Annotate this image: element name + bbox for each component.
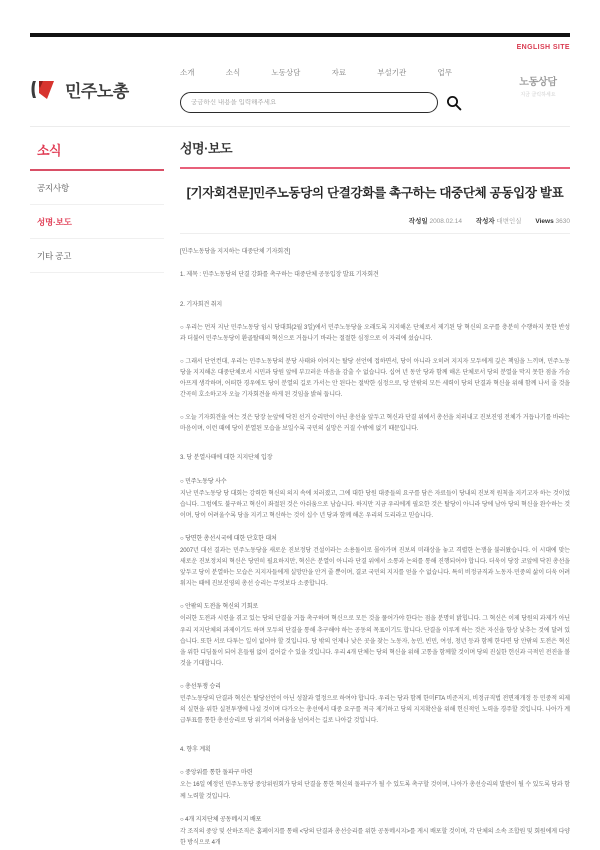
nav-item-tasks[interactable]: 업무 [437,68,452,77]
logo[interactable] [30,77,180,102]
quick-link-title: 노동상담 [519,77,557,88]
body-paragraph: 지난 민주노동당 당 대회는 강력한 혁신의 의지 속에 치러졌고, 그에 대한 당원 대중들의 요구를 담은 자료들이 당내의 진보적 원칙을 지키고자 하는 것이었습니다. 그럼에도 불구하고 혁신이 좌절된 것은 아쉬움으로 남습니다. 하지만 지금 우리에게 필요한 것은 탈당이 아니라 당에 남아 당의 혁신을 완수하는 것이며, 당이 어려울수록 당을 지키고 혁신하는 것이 십수 년 당과 함께 해온 우리의 도리라고 믿습니다. [180,490,570,519]
article-body [180,247,570,849]
meta-views-label: Views [535,218,554,226]
meta-author [476,218,524,225]
main-panel [180,127,570,850]
body-subheading: ○ 4개 지지단체 공동메시지 배포 [180,816,262,823]
body-paragraph: 2007년 대선 결과는 민주노동당을 새로운 진보정당 건설이라는 소용돌이로 몰아가며 진보의 미래상을 놓고 격렬한 논쟁을 불러왔습니다. 이 시대에 맞는 새로운 진보정치의 혁신은 당연히 필요하지만, 혁신은 분열이 아니라 단결 위에서 소통과 논의를 통해 진행되어야 합니다. 더욱이 당장 코앞에 닥친 총선을 앞두고 당이 분열하는 모습은 지지자들에게 실망만을 안겨 줄 뿐이며, 결코 국민의 지지를 얻을 수 없습니다. 특히 비정규직과 노동자·민중의 삶이 더욱 어려워지는 때에 진보진영의 총선 승리는 무엇보다 소중합니다. [180,547,570,588]
body-paragraph: 각 조직의 중앙 및 산하조직은 홈페이지를 통해 <당의 단결과 총선승리를 위한 공동메시지>를 게시 배포할 것이며, 각 단체의 소속 조합원 및 회원에게 다양한 방식으로 4개 [180,828,570,846]
body-subheading: ○ 안팎의 도전을 혁신의 기회로 [180,604,259,611]
body-paragraph: 민주노동당의 단결과 혁신은 탈당선언이 아닌 성찰과 열정으로 하여야 합니다. 우리는 당과 함께 한미FTA 비준저지, 비정규직법 전면재개정 등 민중적 의제의 실현을 위한 실천투쟁에 나설 것이며 다가오는 총선에서 대중 요구를 적극 제기하고 당의 지지확산을 위해 헌신적인 노력을 경주할 것입니다. 나아가 계급투표를 통한 총선승리로 당 위기의 어려움을 넘어서는 길로 나아갈 것입니다. [180,696,570,725]
section-rule [180,167,570,169]
sidebar-item-notice[interactable]: 공지사항 [30,171,164,205]
search-bar [180,92,506,113]
english-site-link[interactable]: ENGLISH SITE [516,44,570,51]
sidebar-title: 소식 [37,143,62,158]
nav-item-news[interactable]: 소식 [225,68,241,77]
sidebar-item-etc[interactable]: 기타 공고 [30,239,164,273]
body-paragraph: ○ 오늘 기자회견을 여는 것은 당장 눈앞에 닥친 선거 승리만이 아닌 총선을 앞두고 혁신과 단결 위에서 총선을 치러내고 진보진영 전체가 거듭나기를 바라는 마음이며, 이런 때에 당이 분열된 모습을 보일수록 국민의 실망은 커질 수밖에 없기 때문입니다. [180,415,570,433]
article-meta [180,216,570,225]
top-spacer [30,0,570,33]
meta-date-label: 작성일 [408,218,428,226]
body-paragraph: 이러한 도전과 시련을 겪고 있는 당의 단결을 거듭 촉구하며 혁신으로 모든 것을 풀어가야 한다는 점을 분명히 밝힙니다. 그 혁신은 이제 당원의 과제가 아닌 우리 지지단체의 과제이기도 하며 모두의 단결을 통해 추구해야 하는 공동의 목표이기도 합니다. 단결을 이루게 하는 것은 자신을 항상 낮추는 것에 달려 있습니다. 또한 서로 다투는 일이 없어야 할 것입니다. 당 밖의 언제나 낮은 곳을 찾는 노동자, 농민, 빈민, 여성, 청년 등과 함께 한다면 당 안팎의 도전은 혁신을 위한 디딤돌이 되어 흔들림 없이 걸어갈 수 있을 것입니다. 우리 4개 단체는 당의 혁신을 위해 고통을 함께할 것이며 당의 진실한 헌신과 극적인 전진을 볼 것을 기대합니다. [180,616,570,667]
body-subheading: ○ 중앙위를 통한 돌파구 마련 [180,770,253,777]
nav-item-affiliates[interactable]: 부설기관 [377,68,407,77]
quick-link-subtitle: 지금 클릭하세요 [520,92,556,98]
sidebar [30,127,180,850]
body-section-1: 1. 제목 : 민주노동당의 단결 강화를 촉구하는 대중단체 공동입장 발표 기자회견 [180,272,379,279]
body-bracket-line: [민주노동당을 지지하는 대중단체 기자회견] [180,249,291,256]
kctu-flag-icon [30,79,60,101]
body-subheading: ○ 당면한 총선시국에 대한 단호한 대처 [180,535,277,542]
sidebar-item-statements[interactable]: 성명·보도 [30,205,164,239]
nav-item-counsel[interactable]: 노동상담 [271,68,301,77]
article-title: [기자회견문]민주노동당의 단결강화를 촉구하는 대중단체 공동입장 발표 [186,186,564,200]
body-subheading: ○ 총선투쟁 승리 [180,683,221,690]
logo-text: 민주노총 [65,82,129,101]
meta-views-value: 3630 [555,218,570,226]
body-paragraph: ○ 우리는 먼저 지난 민주노동당 임시 당대회(2월 3일)에서 민주노동당을 오래도록 지지해온 단체로서 제기된 당 혁신의 요구를 충분히 수행하지 못한 반성과 더불어 민주노동당이 환골탈태의 혁신으로 거듭나기 바라는 절절한 심정으로 이 자리에 섰습니다. [180,324,570,342]
body-section-3: 3. 당 분열사태에 대한 지지단체 입장 [180,455,273,462]
nav-item-resources[interactable]: 자료 [331,68,347,77]
meta-author-label: 작성자 [475,218,495,226]
body-paragraph: 오는 16일 예정인 민주노동당 중앙위원회가 당의 단결을 통한 혁신의 돌파구가 될 수 있도록 촉구할 것이며, 나아가 총선승리의 발판이 될 수 있도록 당과 함께 노력할 것입니다. [180,782,570,800]
meta-divider [180,233,570,234]
header [30,61,570,113]
search-input[interactable] [191,99,427,106]
nav-item-about[interactable]: 소개 [180,68,195,77]
body-section-4: 4. 향후 계획 [180,747,211,754]
page-title: 성명·보도 [180,141,233,156]
content [30,127,570,850]
labor-counsel-quick-link[interactable] [506,73,570,98]
body-section-2: 2. 기자회견 취지 [180,301,223,308]
body-paragraph: ○ 그래서 단언컨대, 우리는 민주노동당의 분당 사태와 이어지는 탈당 선언에 접하면서, 당이 아니라 오히려 지지자 모두에게 깊은 책임을 느끼며, 민주노동당을 지지해온 대중단체로서 시민과 당원 앞에 부끄러운 마음을 감출 수 없습니다. 십여 년 동안 당과 함께 해온 단체로서 당의 분열을 막지 못한 점을 가슴 아프게 생각하며, 어떠한 경우에도 당이 분열의 길로 가서는 안 된다는 절박한 심정으로, 당 안팎의 모든 세력이 당의 단결과 혁신을 위해 함께 나서 줄 것을 간곡히 호소하고자 오늘 기자회견을 하게 된 것임을 밝혀 둡니다. [180,358,570,399]
meta-date [409,218,464,225]
main-nav [180,67,452,78]
search-pill [180,92,438,113]
header-center [180,61,506,113]
body-subheading: ○ 민주노동당 사수 [180,478,227,485]
meta-views [535,218,570,225]
meta-date-value: 2008.02.14 [429,218,462,226]
search-icon[interactable] [446,95,462,111]
meta-author-value: 대변인실 [496,218,522,226]
header-top [30,37,570,57]
